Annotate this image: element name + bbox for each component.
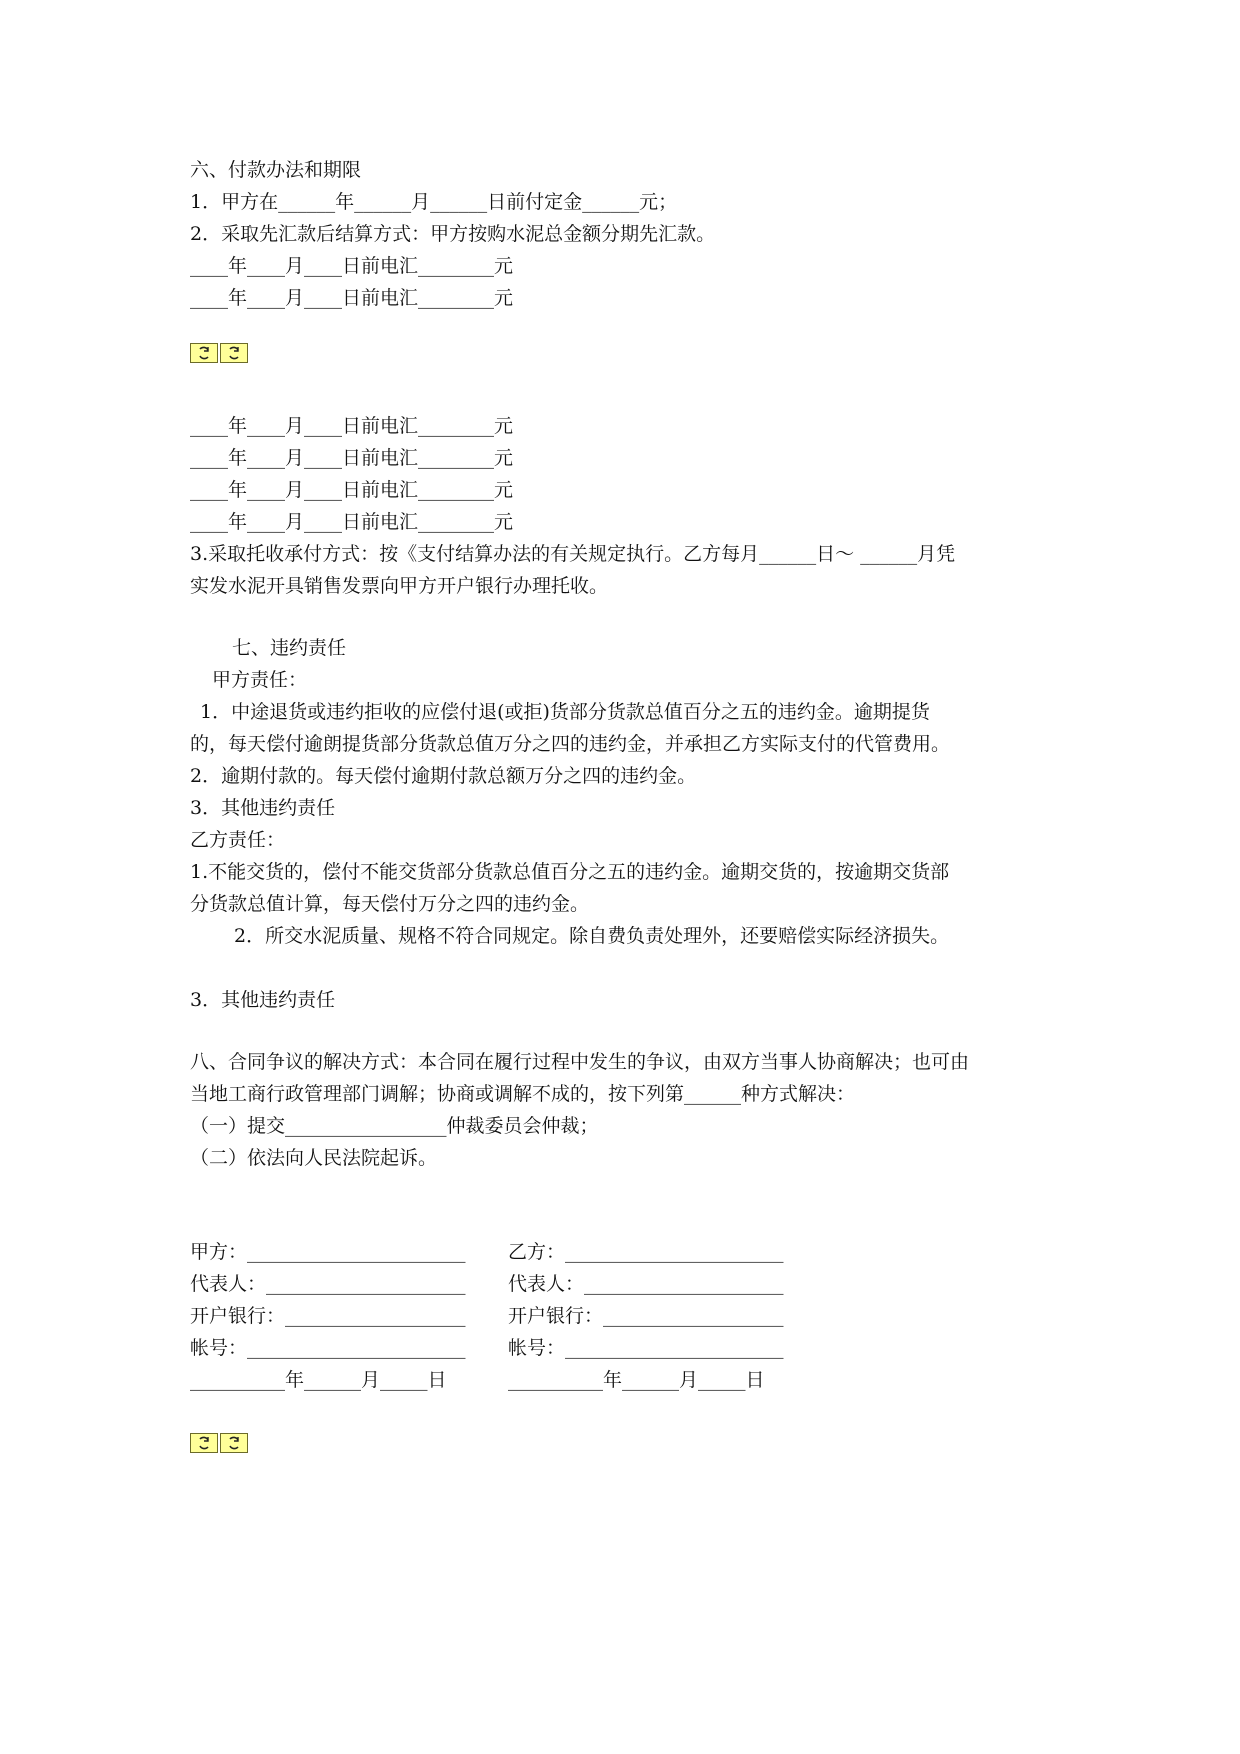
remit-line: ____年____月____日前电汇________元 [190,447,514,469]
remit-line: ____年____月____日前电汇________元 [190,511,514,533]
section7-title: 七、违约责任 [232,637,347,659]
party-a-bank-field: 开户银行：___________________ [190,1305,466,1327]
section6-item3-cont: 实发水泥开具销售发票向甲方开户银行办理托收。 [190,575,609,597]
party-a-item1: 1．中途退货或违约拒收的应偿付退(或拒)货部分货款总值百分之五的违约金。逾期提货 [200,701,930,723]
party-b-account-field: 帐号：_______________________ [508,1337,784,1359]
section8-text-cont: 当地工商行政管理部门调解；协商或调解不成的，按下列第______种方式解决： [190,1083,856,1105]
party-a-name-field: 甲方：_______________________ [190,1241,466,1263]
party-a-item1-cont: 的，每天偿付逾朗提货部分货款总值万分之四的违约金，并承担乙方实际支付的代管费用。 [190,733,951,755]
party-a-item2: 2．逾期付款的。每天偿付逾期付款总额万分之四的违约金。 [190,765,697,787]
party-b-item1: 1.不能交货的，偿付不能交货部分货款总值百分之五的违约金。逾期交货的，按逾期交货部 [190,861,950,883]
party-b-date-field: __________年______月_____日 [508,1369,765,1391]
sync-icon [220,1433,248,1453]
section8-text: 八、合同争议的解决方式：本合同在履行过程中发生的争议，由双方当事人协商解决；也可由 [190,1051,970,1073]
party-b-item2: 2．所交水泥质量、规格不符合同规定。除自费负责处理外，还要赔偿实际经济损失。 [234,925,950,947]
party-a-item3: 3．其他违约责任 [190,797,336,819]
remit-line: ____年____月____日前电汇________元 [190,479,514,501]
party-b-name-field: 乙方：_______________________ [508,1241,784,1263]
party-b-item1-cont: 分货款总值计算，每天偿付万分之四的违约金。 [190,893,590,915]
section8-option1: （一）提交_________________仲裁委员会仲裁； [190,1115,599,1137]
party-a-heading: 甲方责任： [212,669,308,691]
party-a-date-field: __________年______月_____日 [190,1369,447,1391]
party-a-representative-field: 代表人：_____________________ [190,1273,466,1295]
page-break-marker[interactable] [190,343,250,363]
page-break-marker[interactable] [190,1433,250,1453]
section6-title: 六、付款办法和期限 [190,159,362,181]
party-b-item3: 3．其他违约责任 [190,989,336,1011]
section6-item1: 1．甲方在______年______月______日前付定金______元； [190,191,678,213]
party-b-representative-field: 代表人：_____________________ [508,1273,784,1295]
section8-option2: （二）依法向人民法院起诉。 [190,1147,438,1169]
remit-line: ____年____月____日前电汇________元 [190,415,514,437]
section6-item3: 3.采取托收承付方式：按《支付结算办法的有关规定执行。乙方每月______日～ ______月凭 [190,543,956,565]
party-b-heading: 乙方责任： [190,829,286,851]
sync-icon [190,343,218,363]
remit-line: ____年____月____日前电汇________元 [190,287,514,309]
party-a-account-field: 帐号：_______________________ [190,1337,466,1359]
section6-item2: 2．采取先汇款后结算方式：甲方按购水泥总金额分期先汇款。 [190,223,716,245]
party-b-bank-field: 开户银行：___________________ [508,1305,784,1327]
sync-icon [220,343,248,363]
remit-line: ____年____月____日前电汇________元 [190,255,514,277]
sync-icon [190,1433,218,1453]
